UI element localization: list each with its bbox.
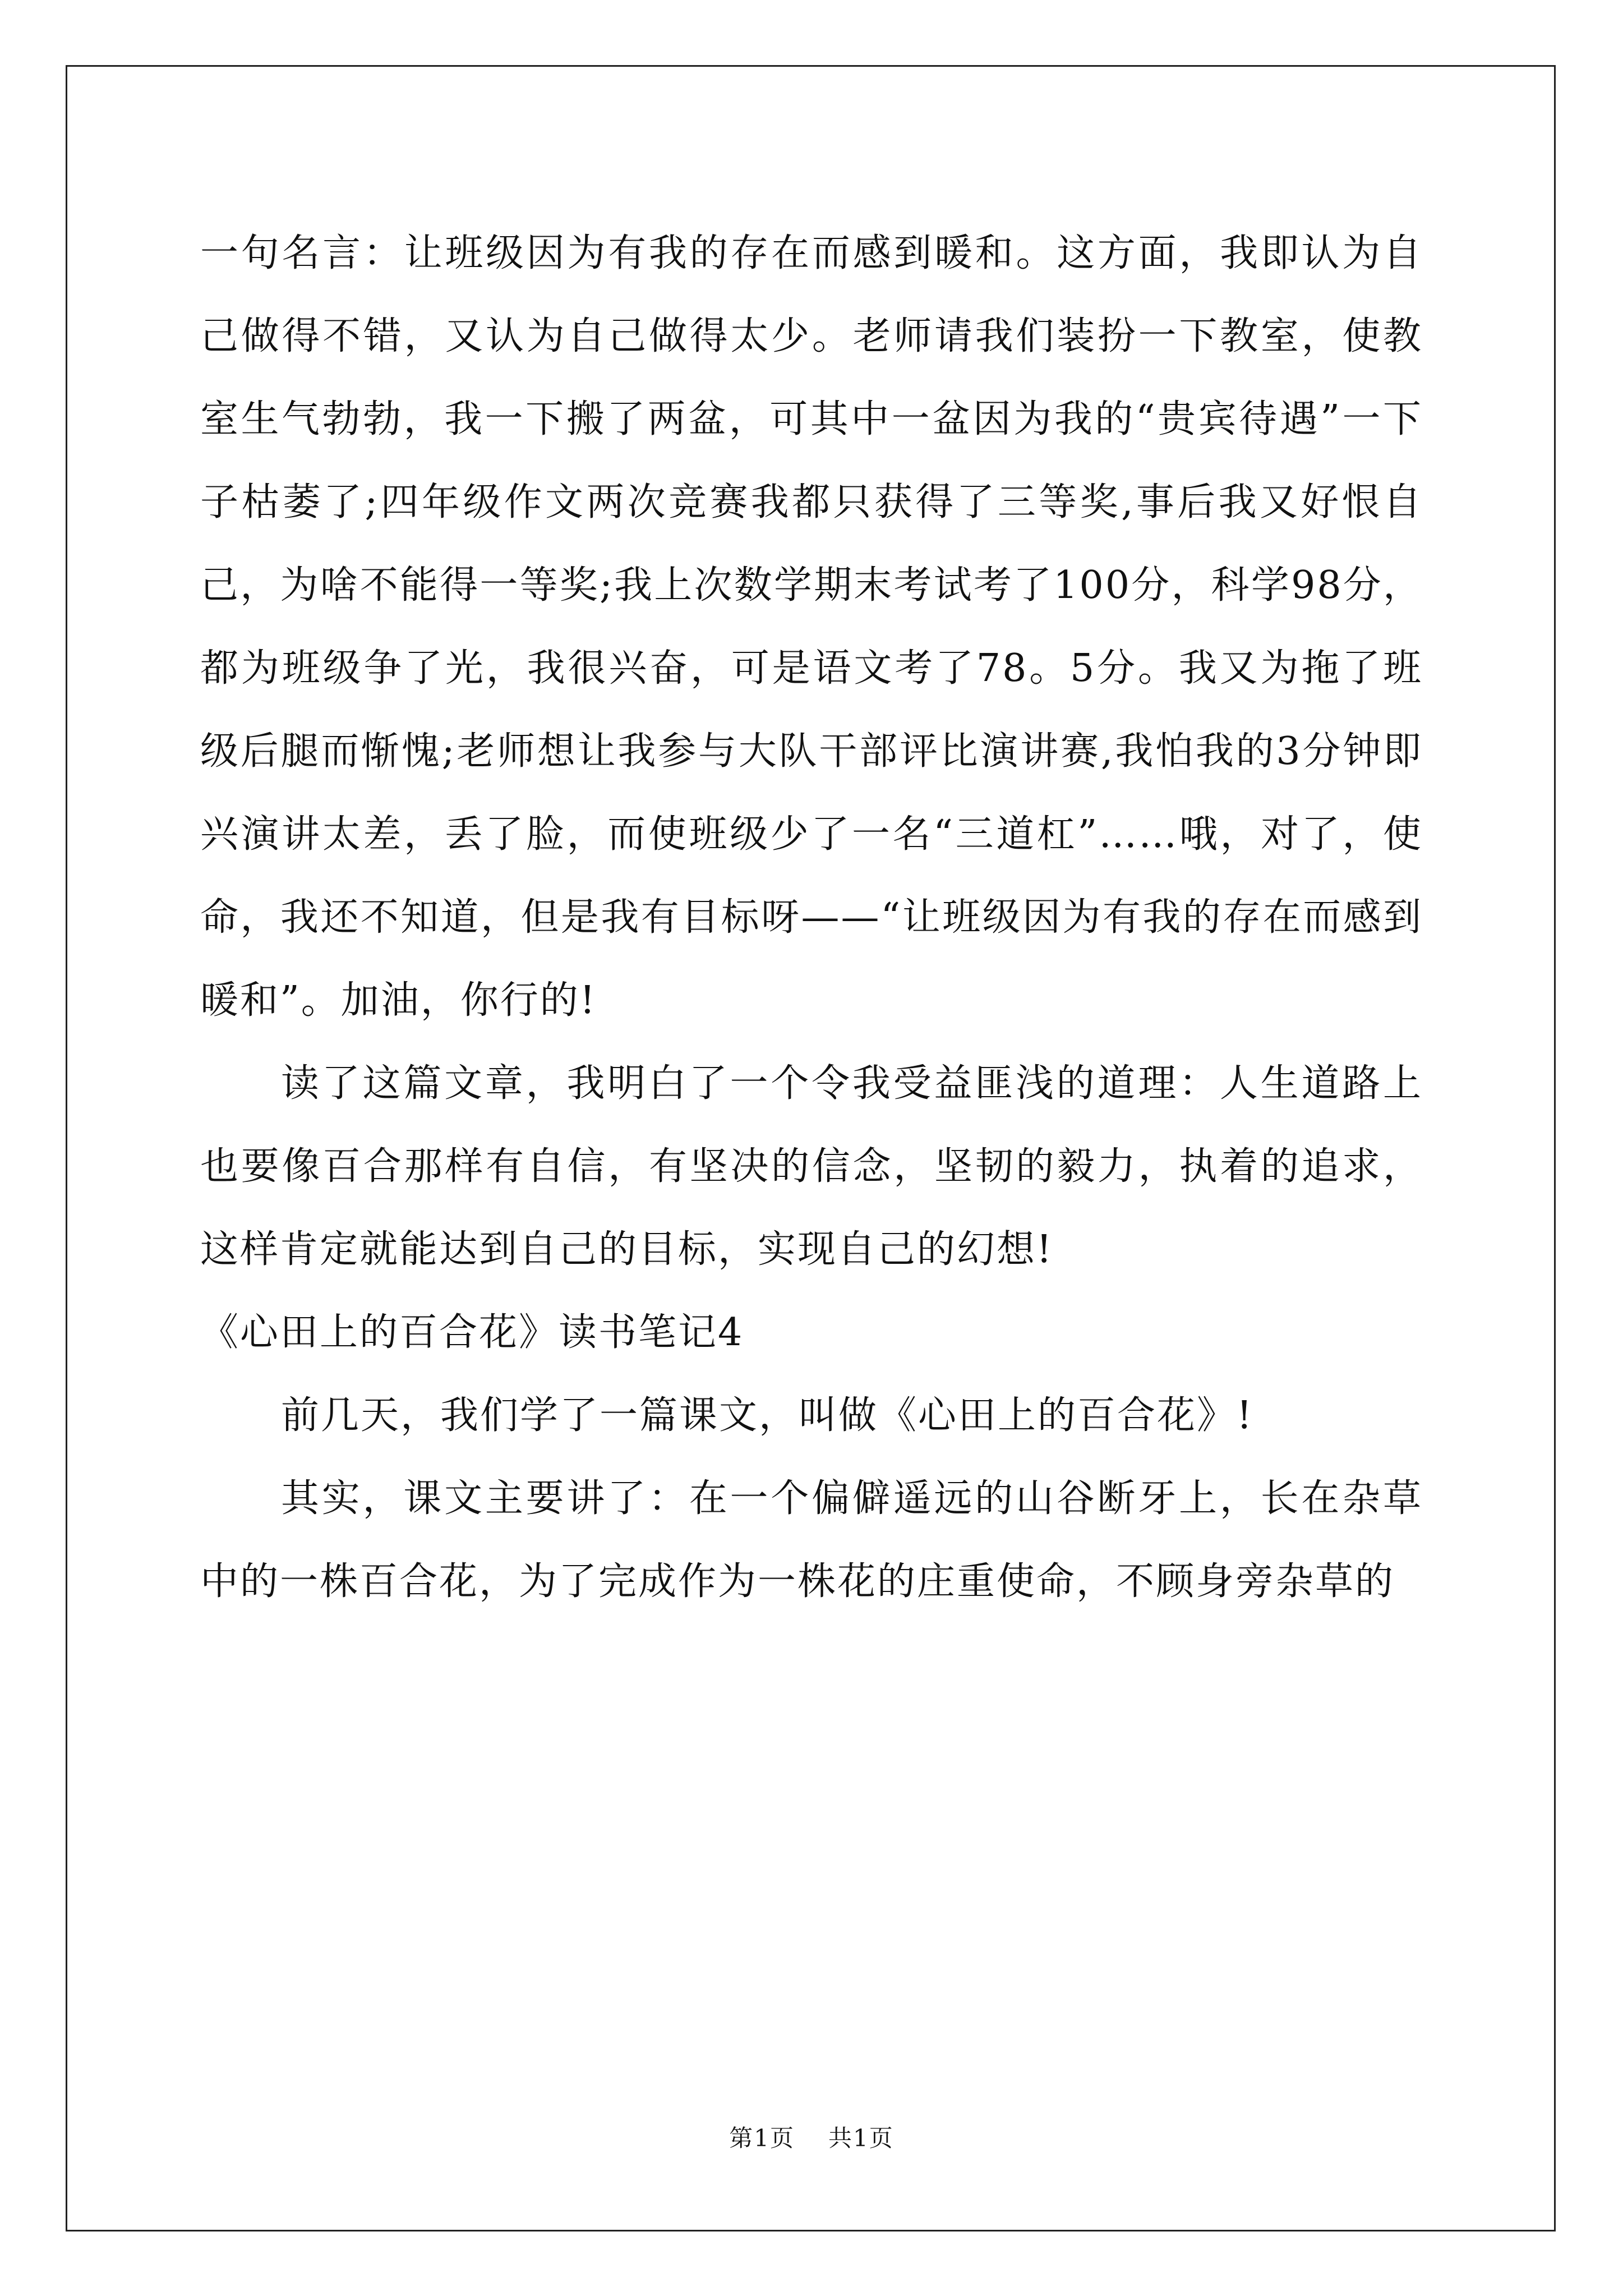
paragraph-intro: 前几天，我们学了一篇课文，叫做《心田上的百合花》! (281, 1393, 1254, 1438)
page-number: 第1页 (729, 2124, 795, 2152)
paragraph-reflection: 读了这篇文章，我明白了一个令我受益匪浅的道理：人生道路上也要像百合那样有自信，有坚决的信念，坚韧的毅力，执着的追求，这样肯定就能达到自己的目标，实现自己的幻想! (200, 1061, 1423, 1272)
page-total: 共1页 (828, 2124, 894, 2152)
paragraph-continuation: 一句名言：让班级因为有我的存在而感到暖和。这方面，我即认为自己做得不错，又认为自己做得太少。老师请我们装扮一下教室，使教室生气勃勃，我一下搬了两盆，可其中一盆因为我的“贵宾待遇”一下子枯萎了;四年级作文两次竞赛我都只获得了三等奖,事后我又好恨自己，为啥不能得一等奖;我上次数学期末考试考了100分，科学98分，都为班级争了光，我很兴奋，可是语文考了78。5分。我又为拖了班级后腿而惭愧;老师想让我参与大队干部评比演讲赛,我怕我的3分钟即兴演讲太差，丢了脸，而使班级少了一名“三道杠”……哦，对了，使命，我还不知道，但是我有目标呀——“让班级因为有我的存在而感到暖和”。加油，你行的! (200, 231, 1423, 1023)
document-body (200, 212, 1423, 1623)
paragraph-summary: 其实，课文主要讲了：在一个偏僻遥远的山谷断牙上，长在杂草中的一株百合花，为了完成作为一株花的庄重使命，不顾身旁杂草的 (200, 1476, 1423, 1604)
page-footer (0, 2122, 1623, 2155)
section-heading: 《心田上的百合花》读书笔记4 (200, 1310, 744, 1355)
